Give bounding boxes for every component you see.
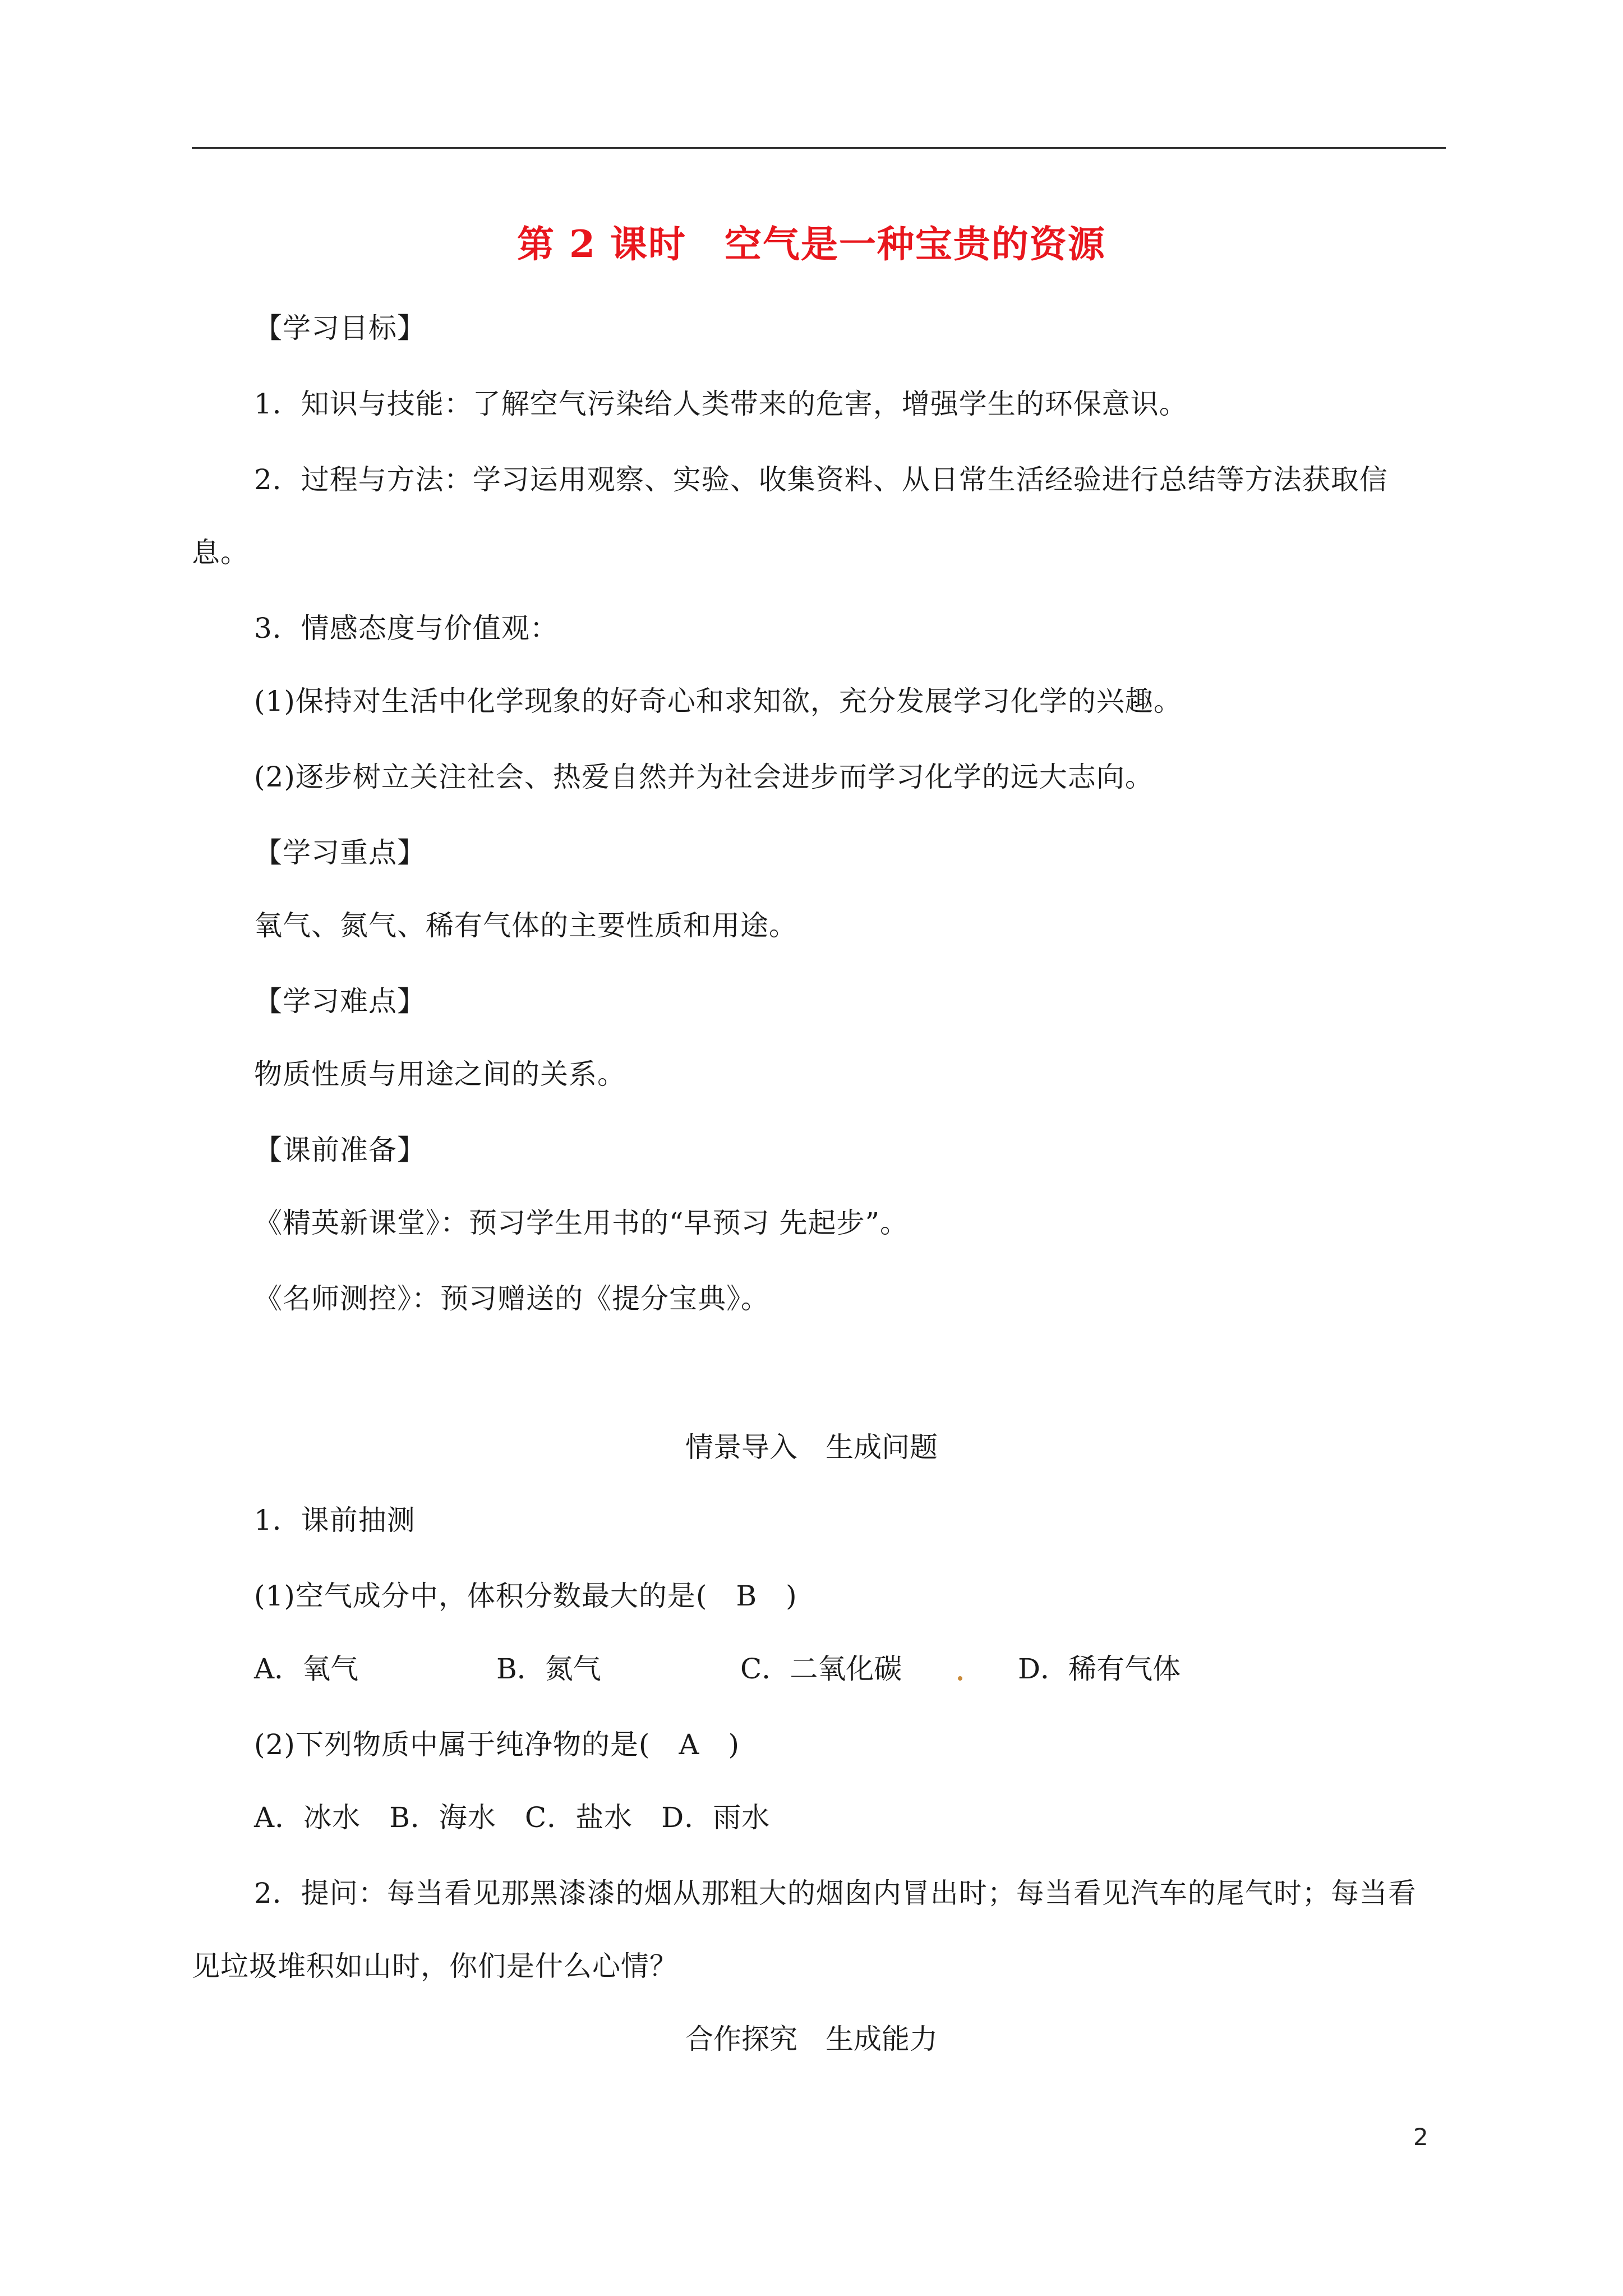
objective-3-1: (1)保持对生活中化学现象的好奇心和求知欲，充分发展学习化学的兴趣。 — [254, 685, 1182, 717]
question-1-1: (1)空气成分中，体积分数最大的是( B ) — [254, 1580, 797, 1612]
question-1-2: (2)下列物质中属于纯净物的是( A ) — [254, 1728, 740, 1761]
question-1-2-options: A．冰水 B．海水 C．盐水 D．雨水 — [254, 1801, 771, 1834]
question-2-line-2: 见垃圾堆积如山时，你们是什么心情？ — [192, 1950, 678, 1982]
objective-2-line-2: 息。 — [192, 536, 249, 569]
option-d: D．稀有气体 — [1018, 1653, 1181, 1685]
option-a: A．氧气 — [254, 1653, 359, 1685]
objective-2-line-1: 2．过程与方法：学习运用观察、实验、收集资料、从日常生活经验进行总结等方法获取信 — [254, 463, 1388, 496]
header-rule — [192, 147, 1446, 149]
page-number: 2 — [1413, 2123, 1428, 2151]
section-heading-intro: 情景导入 生成问题 — [685, 1431, 938, 1464]
objectives-heading: 【学习目标】 — [254, 312, 426, 344]
objective-1: 1．知识与技能：了解空气污染给人类带来的危害，增强学生的环保意识。 — [254, 388, 1188, 420]
key-points-text: 氧气、氮气、稀有气体的主要性质和用途。 — [254, 909, 797, 942]
question-1-heading: 1．课前抽测 — [254, 1504, 416, 1536]
lesson-title: 第 2 课时 空气是一种宝贵的资源 — [517, 222, 1106, 266]
difficulty-heading: 【学习难点】 — [254, 985, 426, 1018]
preparation-item-1: 《精英新课堂》：预习学生用书的“早预习 先起步”。 — [254, 1207, 909, 1239]
preparation-heading: 【课前准备】 — [254, 1134, 426, 1166]
option-c: C．二氧化碳 — [740, 1653, 902, 1685]
question-2-line-1: 2．提问：每当看见那黑漆漆的烟从那粗大的烟囱内冒出时；每当看见汽车的尾气时；每当看 — [254, 1877, 1417, 1910]
difficulty-text: 物质性质与用途之间的关系。 — [254, 1058, 626, 1091]
stray-mark — [958, 1676, 962, 1681]
key-points-heading: 【学习重点】 — [254, 836, 426, 869]
section-heading-explore: 合作探究 生成能力 — [685, 2023, 938, 2055]
objective-3: 3．情感态度与价值观： — [254, 612, 559, 645]
objective-3-2: (2)逐步树立关注社会、热爱自然并为社会进步而学习化学的远大志向。 — [254, 761, 1154, 793]
option-b: B．氮气 — [496, 1653, 601, 1685]
preparation-item-2: 《名师测控》：预习赠送的《提分宝典》。 — [254, 1282, 769, 1315]
